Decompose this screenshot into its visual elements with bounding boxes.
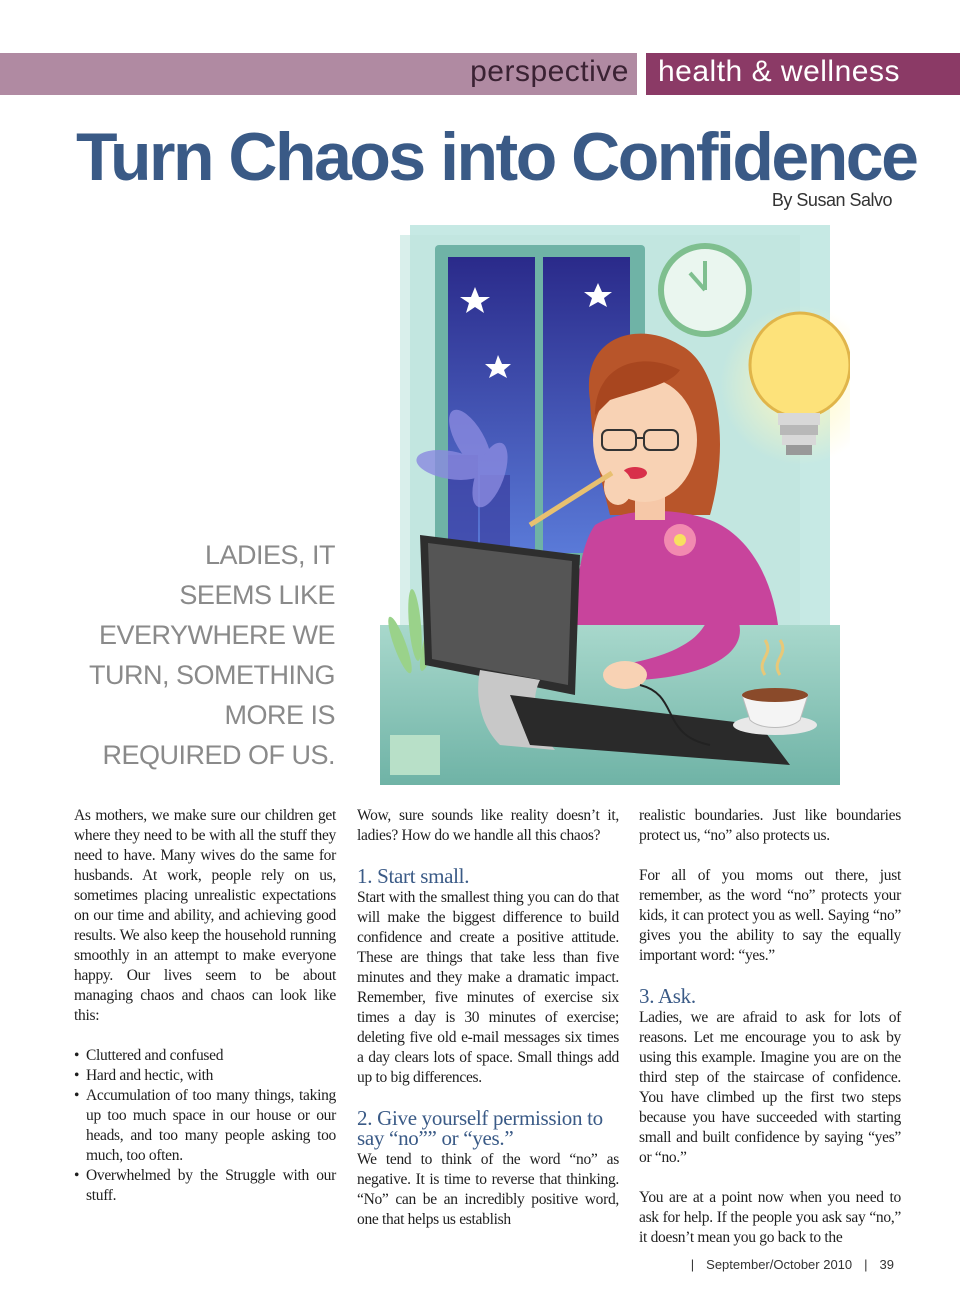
issue-date: September/October 2010 — [706, 1257, 853, 1272]
article-title: Turn Chaos into Confidence — [76, 119, 917, 195]
list-item: • Cluttered and confused — [74, 1047, 224, 1064]
article-byline: By Susan Salvo — [771, 190, 892, 210]
list-item: • Overwhelmed by the Struggle with our stuff. — [74, 1167, 336, 1204]
chaos-list — [74, 1046, 336, 1206]
pull-quote-line: TURN, SOMETHING — [89, 660, 335, 690]
list-item: • Accumulation of too many things, taking up too much space in our house or our heads, and too many people asking too much, too often. — [74, 1087, 336, 1164]
paragraph: realistic boundaries. Just like boundaries protect us, “no” also protects us. — [639, 807, 901, 844]
section-heading: 1. Start small. — [357, 864, 470, 888]
paragraph: Wow, sure sounds like reality doesn’t it, ladies? How do we handle all this chaos? — [357, 807, 619, 844]
article-column-2 — [357, 806, 619, 1250]
section-label: perspective — [470, 55, 629, 88]
section-heading: 3. Ask. — [639, 984, 696, 1008]
footer-divider: | — [864, 1257, 868, 1272]
pull-quote-line: SEEMS LIKE — [179, 580, 335, 610]
paragraph: Start with the smallest thing you can do that will make the biggest difference to build confidence and create a positive attitude. These are things that take less than five minutes and they make a dramatic impact. Remember, five minutes of exercise six times a day is 30 minutes of exercise; deleting five old e-mail messages six times a day clears lots of space. Small things add up to big differences. — [357, 889, 619, 1086]
page-footer — [685, 1257, 900, 1272]
list-item: • Hard and hectic, with — [74, 1067, 214, 1084]
paragraph: For all of you moms out there, just remember, as the word “no” protects your kids, it can protect you as well. Saying “no” gives you the ability to say the equally important word: “yes.” — [639, 867, 901, 964]
pull-quote-line: MORE IS — [224, 700, 335, 730]
paragraph: You are at a point now when you need to ask for help. If the people you ask say “no,” it doesn’t mean you go back to the — [639, 1189, 901, 1246]
pull-quote — [70, 535, 335, 775]
paragraph: Ladies, we are afraid to ask for lots of reasons. Let me encourage you to ask by using this example. Imagine you are on the third step of the staircase of confidence. You have climbed up the first two steps because you have succeeded with starting small and built confidence by saying “yes” or “no.” — [639, 1009, 901, 1166]
pull-quote-line: LADIES, IT — [204, 540, 335, 570]
category-band — [646, 53, 960, 95]
category-label: health & wellness — [658, 55, 900, 88]
office-woman-illustration — [380, 225, 850, 785]
paragraph: We tend to think of the word “no” as negative. It is time to reverse that thinking. “No” can be an incredibly positive word, one that helps us establish — [357, 1151, 619, 1228]
section-heading: 2. Give yourself permission to say “no”” or “yes.” — [357, 1106, 603, 1150]
page-number: 39 — [879, 1257, 894, 1272]
footer-divider: | — [690, 1257, 695, 1272]
pull-quote-line: REQUIRED OF US. — [102, 740, 335, 770]
article-column-3 — [639, 806, 901, 1268]
paragraph: As mothers, we make sure our children get where they need to be with all the stuff they need to have. Many wives do the same for husbands. At work, people rely on us, sometimes placing unrealistic expectations on our time and ability, and achieving good results. We also keep the household running smoothly in an attempt to make everyone happy. Our lives seem to be about managing chaos and chaos can look like this: — [74, 807, 336, 1024]
section-band — [0, 53, 637, 95]
article-column-1 — [74, 806, 336, 1206]
pull-quote-line: EVERYWHERE WE — [98, 620, 335, 650]
